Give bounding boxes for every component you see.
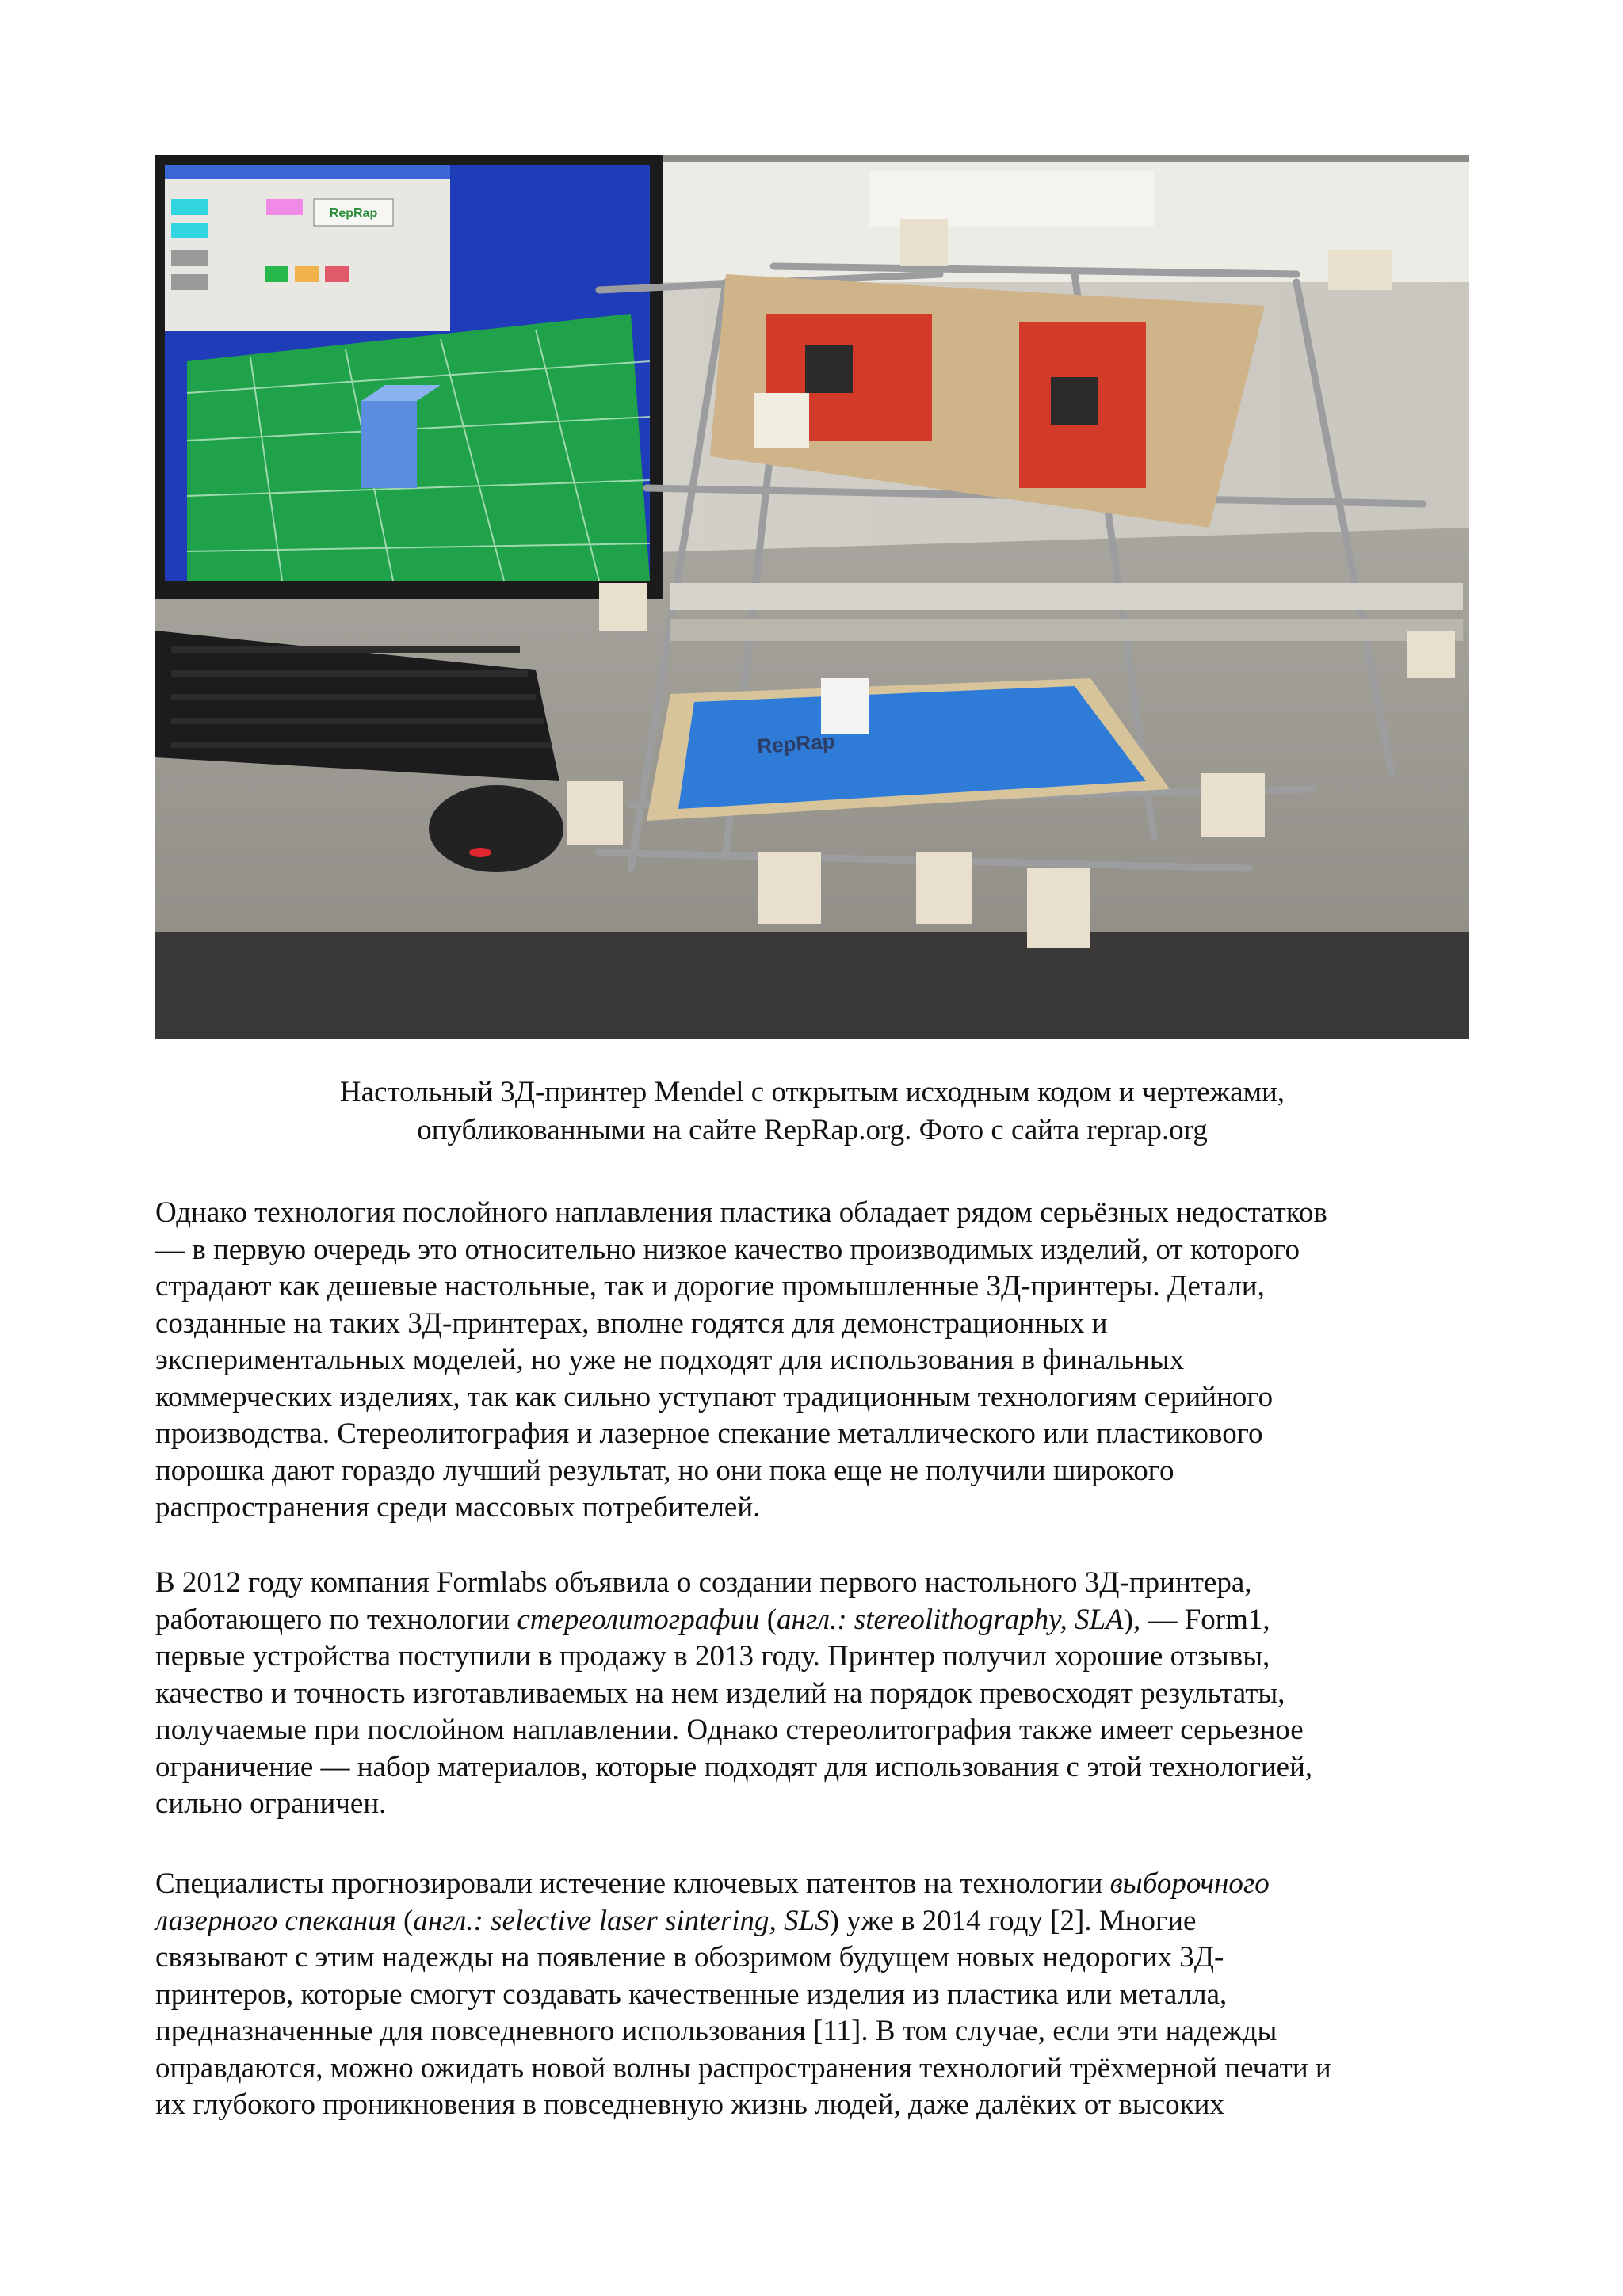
italic-term: стереолитографии <box>517 1603 760 1636</box>
text-line: предназначенные для повседневного использования [11]. В том случае, если эти надежды <box>155 2015 1277 2047</box>
text-run: работающего по технологии <box>155 1603 517 1636</box>
text-run: Специалисты прогнозировали истечение ключевых патентов на технологии <box>155 1867 1110 1900</box>
text-line: — в первую очередь это относительно низкое качество производимых изделий, от которого <box>155 1233 1300 1266</box>
screen-logo: RepRap <box>329 207 378 220</box>
text-line: В 2012 году компания Formlabs объявила о создании первого настольного 3Д-принтера, <box>155 1566 1252 1599</box>
paragraph-sls-patents <box>155 1866 1487 2124</box>
text-line: качество и точность изготавливаемых на нем изделий на порядок превосходят результаты, <box>155 1676 1285 1710</box>
bed-logo: RepRap <box>756 729 836 758</box>
text-line <box>155 1903 1487 1940</box>
text-line: производства. Стереолитография и лазерное спекание металлического или пластикового <box>155 1417 1263 1450</box>
text-line: коммерческих изделиях, так как сильно уступают традиционным технологиям серийного <box>155 1380 1274 1413</box>
text-run: ( <box>759 1603 777 1636</box>
reprap-mendel-photo <box>155 155 1469 1039</box>
figure-caption <box>155 1074 1469 1150</box>
text-line: принтеров, которые смогут создавать качественные изделия из пластика или металла, <box>155 1978 1228 2011</box>
text-line: порошка дают гораздо лучший результат, но они пока еще не получили широкого <box>155 1454 1174 1487</box>
text-line: ограничение — набор материалов, которые подходят для использования с этой технологией, <box>155 1750 1313 1783</box>
text-line <box>155 1602 1487 1639</box>
italic-term: англ.: selective laser sintering, SLS <box>413 1904 830 1937</box>
italic-term: англ.: stereolithography, SLA <box>777 1603 1124 1636</box>
text-run: ( <box>395 1904 414 1937</box>
text-line: созданные на таких 3Д-принтерах, вполне годятся для демонстрационных и <box>155 1306 1108 1340</box>
text-line: получаемые при послойном наплавлении. Однако стереолитография также имеет серьезное <box>155 1714 1304 1746</box>
caption-line: Настольный 3Д-принтер Mendel с открытым исходным кодом и чертежами, <box>339 1076 1285 1108</box>
paragraph-fdm-drawbacks <box>155 1195 1487 1527</box>
text-line: страдают как дешевые настольные, так и дорогие промышленные 3Д-принтеры. Детали, <box>155 1270 1265 1302</box>
text-line: связывают с этим надежды на появление в обозримом будущем новых недорогих 3Д- <box>155 1941 1224 1974</box>
text-line: Однако технология послойного наплавления пластика обладает рядом серьёзных недостатков <box>155 1196 1327 1229</box>
italic-term: выборочного <box>1109 1867 1270 1900</box>
paragraph-formlabs <box>155 1565 1487 1823</box>
text-line: их глубокого проникновения в повседневную жизнь людей, даже далёких от высоких <box>155 2088 1224 2121</box>
text-line: распространения среди массовых потребителей. <box>155 1491 761 1524</box>
text-line: сильно ограничен. <box>155 1787 387 1820</box>
text-line <box>155 1866 1487 1903</box>
caption-line: опубликованными на сайте RepRap.org. Фото с сайта reprap.org <box>417 1114 1208 1146</box>
text-line: экспериментальных моделей, но уже не подходят для использования в финальных <box>155 1344 1185 1376</box>
text-line: оправдаются, можно ожидать новой волны распространения технологий трёхмерной печати и <box>155 2051 1331 2084</box>
text-run: ), — Form1, <box>1123 1603 1270 1636</box>
text-line: первые устройства поступили в продажу в 2013 году. Принтер получил хорошие отзывы, <box>155 1640 1270 1672</box>
italic-term: лазерного спекания <box>155 1904 396 1937</box>
text-run: ) уже в 2014 году [2]. Многие <box>829 1904 1197 1937</box>
printer-illustration <box>155 155 1469 1039</box>
